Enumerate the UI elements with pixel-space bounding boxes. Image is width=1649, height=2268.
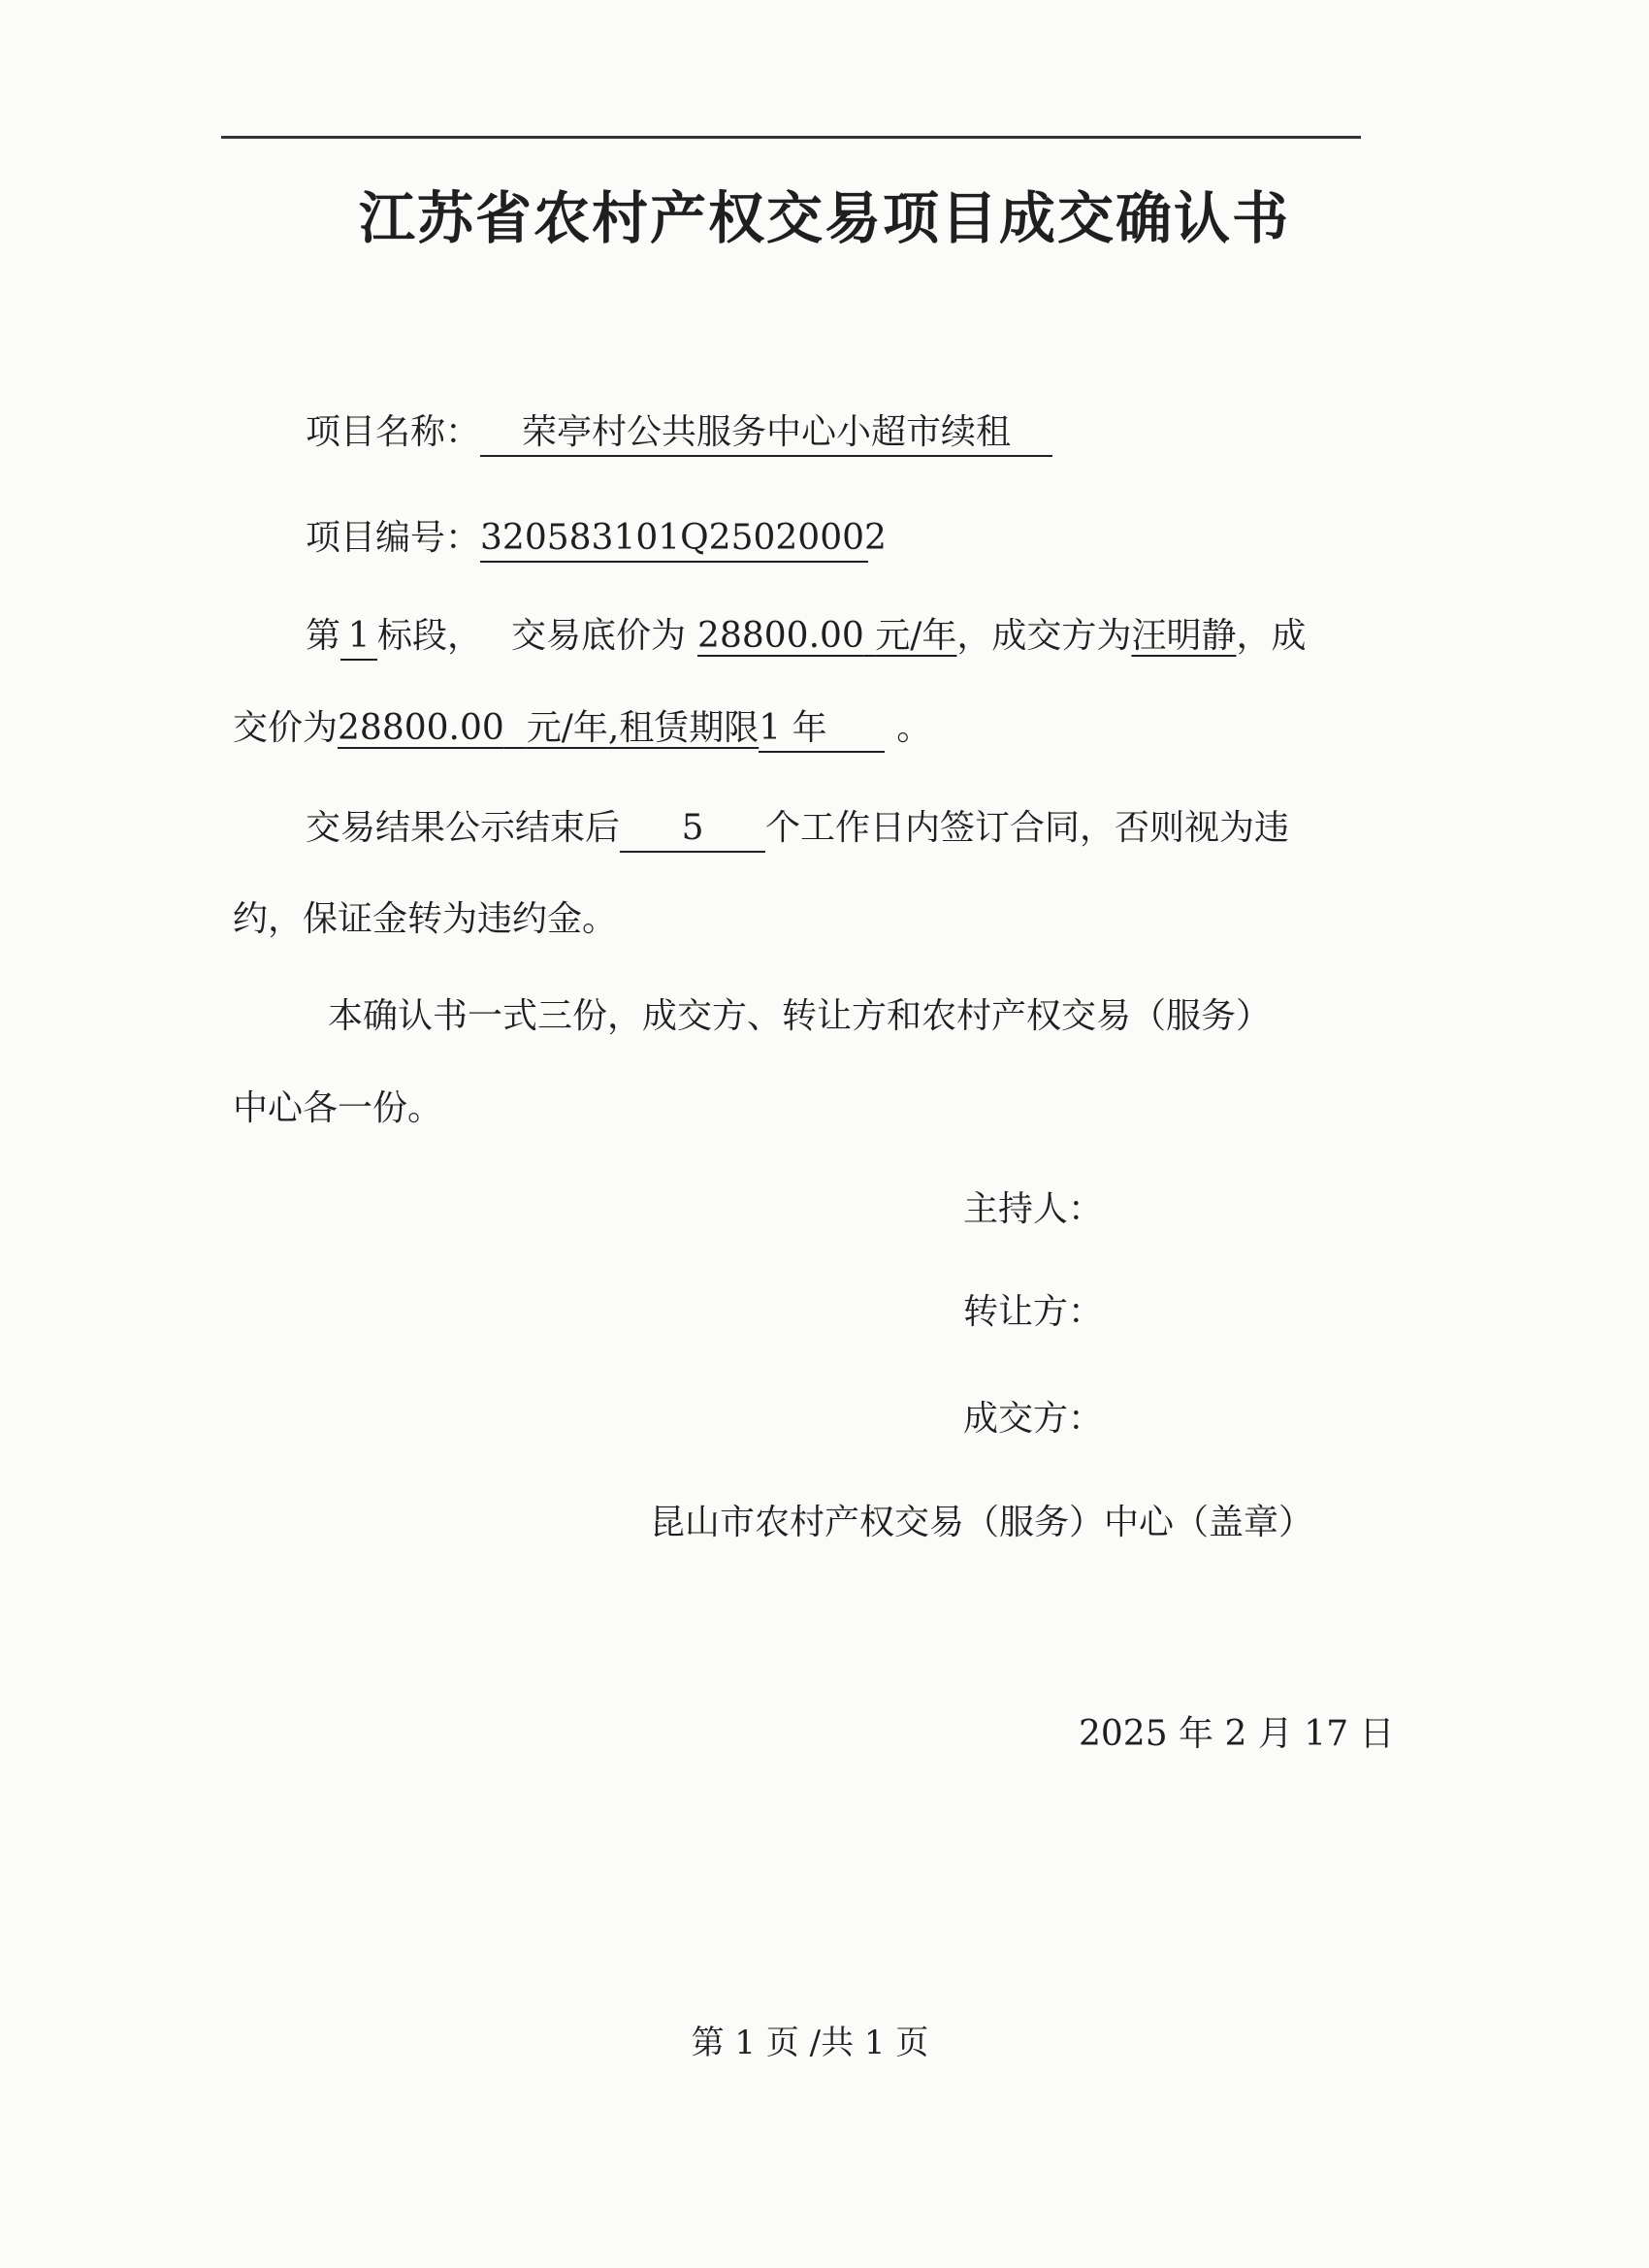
project-name-label: 项目名称： bbox=[306, 412, 481, 452]
lot-text-1: 第 bbox=[306, 616, 341, 656]
lot-text-5: ，成 bbox=[1236, 616, 1307, 656]
buyer-name: 汪明静 bbox=[1131, 616, 1237, 656]
lot-text-3: 交易底价为 bbox=[511, 616, 687, 656]
project-code-row bbox=[306, 511, 887, 566]
contract-days: 5 bbox=[620, 806, 765, 853]
project-name-row bbox=[306, 405, 1052, 460]
contract-row-2: 约，保证金转为违约金。 bbox=[233, 899, 618, 939]
contract-text-1: 交易结果公示结束后 bbox=[306, 808, 621, 848]
project-name-value: 荣亭村公共服务中心小超市续租 bbox=[480, 410, 1052, 457]
document-date: 2025 年 2 月 17 日 bbox=[1079, 1714, 1395, 1754]
transferor-label: 转让方： bbox=[963, 1292, 1104, 1332]
deal-row bbox=[233, 701, 931, 756]
project-code-label: 项目编号： bbox=[306, 518, 481, 558]
contract-text-2: 个工作日内签订合同，否则视为违 bbox=[765, 808, 1290, 848]
lot-number: 1 bbox=[340, 614, 377, 661]
copies-line-2: 中心各一份。 bbox=[233, 1088, 443, 1128]
deal-text-1: 交价为 bbox=[233, 708, 339, 748]
center-seal-label: 昆山市农村产权交易（服务）中心（盖章） bbox=[650, 1503, 1314, 1542]
lease-term-label: ,租赁期限 bbox=[607, 708, 760, 748]
lease-term: 1 年 bbox=[759, 706, 885, 753]
document-title: 江苏省农村产权交易项目成交确认书 bbox=[358, 185, 1290, 251]
buyer-label: 成交方： bbox=[963, 1399, 1104, 1439]
contract-row bbox=[306, 801, 1289, 856]
lot-row bbox=[306, 609, 1306, 664]
page-footer: 第 1 页 /共 1 页 bbox=[691, 2024, 929, 2062]
reserve-price: 28800.00 bbox=[697, 616, 864, 656]
reserve-price-unit: 元/年 bbox=[875, 616, 957, 656]
host-label: 主持人： bbox=[963, 1189, 1104, 1229]
deal-text-3: 。 bbox=[896, 708, 932, 748]
deal-price: 28800.00 bbox=[338, 708, 504, 748]
project-code-value: 320583101Q25020002 bbox=[480, 516, 868, 563]
header-rule bbox=[221, 136, 1361, 139]
copies-line-1: 本确认书一式三份，成交方、转让方和农村产权交易（服务） bbox=[328, 996, 1272, 1036]
deal-price-unit: 元/年 bbox=[526, 708, 608, 748]
lot-text-2: 标段， bbox=[377, 616, 483, 656]
lot-text-4: ，成交方为 bbox=[956, 616, 1132, 656]
